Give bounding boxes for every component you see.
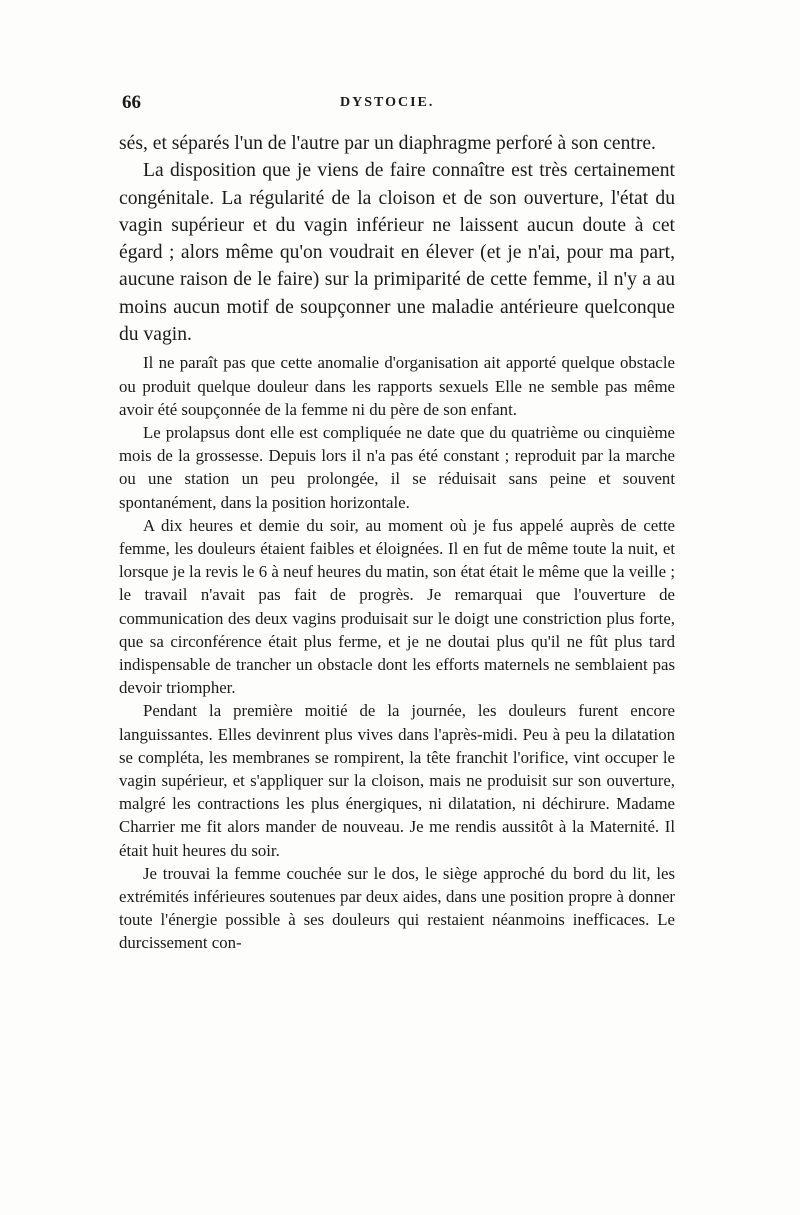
paragraph-prolapsus: Le prolapsus dont elle est compliquée ne date que du quatrième ou cinquième mois de la grossesse. Depuis lors il n'a pas été constant ; reproduit par la marche ou une station un peu prolongée, il se réduisait sans peine et souvent spontanément, dans la position horizontale. bbox=[119, 422, 675, 512]
body-text bbox=[119, 130, 675, 955]
paragraph-continuation: sés, et séparés l'un de l'autre par un diaphragme perforé à son centre. bbox=[119, 133, 656, 154]
running-title: DYSTOCIE. bbox=[340, 95, 435, 110]
running-head bbox=[122, 92, 682, 118]
paragraph-anomalie: Il ne paraît pas que cette anomalie d'organisation ait apporté quelque obstacle ou produit quelque douleur dans les rapports sexuels Elle ne semble pas même avoir été soupçonnée de la femme ni du père de son enfant. bbox=[119, 353, 675, 419]
page-number: 66 bbox=[122, 92, 141, 113]
paragraph-pendant: Pendant la première moitié de la journée, les douleurs furent encore languissantes. Elles devinrent plus vives dans l'après-midi. Peu à peu la dilatation se compléta, les membranes se rompirent, la tête franchit l'orifice, vint occuper le vagin supérieur, et s'appliquer sur la cloison, mais ne produisit sur son ouverture, malgré les contractions les plus énergiques, ni dilatation, ni déchirure. Madame Charrier me fit alors mander de nouveau. Je me rendis aussitôt à la Maternité. Il était huit heures du soir. bbox=[119, 701, 675, 860]
paragraph-disposition: La disposition que je viens de faire connaître est très certainement congénitale. La régularité de la cloison et de son ouverture, l'état du vagin supérieur et du vagin inférieur ne laissent aucun doute à cet égard ; alors même qu'on voudrait en élever (et je n'ai, pour ma part, aucune raison de le faire) sur la primiparité de cette femme, il n'y a au moins aucun motif de soupçonner une maladie antérieure quelconque du vagin. bbox=[119, 160, 675, 346]
paragraph-je-trouvai: Je trouvai la femme couchée sur le dos, le siège approché du bord du lit, les extrémités inférieures soutenues par deux aides, dans une position propre à donner toute l'énergie possible à ses douleurs qui restaient néanmoins inefficaces. Le durcissement con- bbox=[119, 863, 675, 953]
paragraph-dix-heures: A dix heures et demie du soir, au moment où je fus appelé auprès de cette femme, les douleurs étaient faibles et éloignées. Il en fut de même toute la nuit, et lorsque je la revis le 6 à neuf heures du matin, son état était le même que la veille ; le travail n'avait pas fait de progrès. Je remarquai que l'ouverture de communication des deux vagins produisait sur le doigt une constriction plus forte, que sa circonférence était plus ferme, et je ne doutai plus qu'il ne fût plus tard indispensable de trancher un obstacle dont les efforts maternels ne semblaient pas devoir triompher. bbox=[119, 515, 675, 698]
